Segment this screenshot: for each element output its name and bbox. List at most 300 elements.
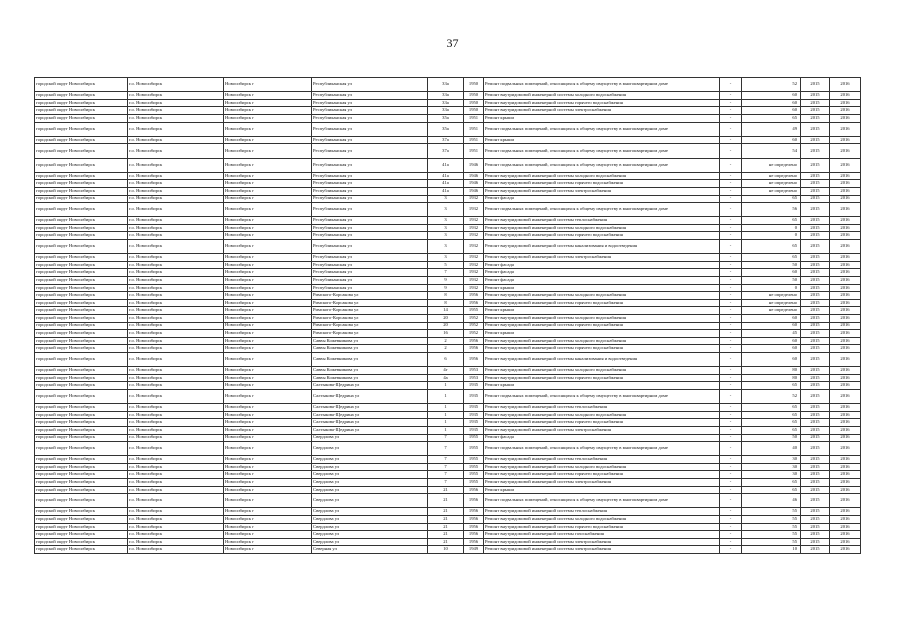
year-to-cell: 2016 [830, 277, 861, 285]
municipality-cell: городской округ Новосибирск [35, 508, 128, 516]
year-from-cell: 2015 [801, 114, 830, 122]
municipality-cell: городской округ Новосибирск [35, 261, 128, 269]
amount-cell: 80 [742, 367, 801, 375]
build-year-cell: 1950 [464, 107, 484, 115]
amount-cell: 49 [742, 122, 801, 136]
year-from-cell: 2015 [801, 224, 830, 232]
year-from-cell: 2015 [801, 122, 830, 136]
year-from-cell: 2015 [801, 494, 830, 508]
year-to-cell: 2016 [830, 411, 861, 419]
settlement-cell: г.о. Новосибирск [128, 426, 224, 434]
dash-cell: - [720, 144, 742, 158]
build-year-cell: 1946 [464, 180, 484, 188]
amount-cell: 55 [742, 508, 801, 516]
year-to-cell: 2016 [830, 322, 861, 330]
build-year-cell: 1932 [464, 240, 484, 254]
city-cell: Новосибирск г [224, 224, 312, 232]
year-to-cell: 2016 [830, 92, 861, 100]
year-from-cell: 2015 [801, 307, 830, 315]
dash-cell: - [720, 538, 742, 546]
work-type-cell: Ремонт внутридомовой инженерной системы теплоснабжения [484, 456, 720, 464]
street-cell: Римского-Корсакова ул [312, 322, 428, 330]
year-to-cell: 2016 [830, 442, 861, 456]
table-row [35, 158, 861, 172]
street-cell: Республиканская ул [312, 114, 428, 122]
year-to-cell: 2016 [830, 523, 861, 531]
dash-cell: - [720, 442, 742, 456]
street-cell: Республиканская ул [312, 99, 428, 107]
year-from-cell: 2015 [801, 144, 830, 158]
year-from-cell: 2015 [801, 471, 830, 479]
settlement-cell: г.о. Новосибирск [128, 99, 224, 107]
work-type-cell: Ремонт подвальных помещений, относящихся к общему имуществу в многоквартирном доме [484, 442, 720, 456]
city-cell: Новосибирск г [224, 277, 312, 285]
street-cell: Республиканская ул [312, 158, 428, 172]
build-year-cell: 1935 [464, 404, 484, 412]
table-row [35, 99, 861, 107]
settlement-cell: г.о. Новосибирск [128, 307, 224, 315]
table-row [35, 187, 861, 195]
street-cell: Свердлова ул [312, 456, 428, 464]
amount-cell: 60 [742, 99, 801, 107]
work-type-cell: Ремонт внутридомовой инженерной системы горячего водоснабжения [484, 232, 720, 240]
amount-cell: не определено [742, 172, 801, 180]
settlement-cell: г.о. Новосибирск [128, 546, 224, 554]
table-row [35, 122, 861, 136]
build-year-cell: 1956 [464, 494, 484, 508]
street-cell: Свердлова ул [312, 486, 428, 494]
capital-repair-table [34, 77, 861, 554]
build-year-cell: 1956 [464, 486, 484, 494]
street-cell: Свердлова ул [312, 463, 428, 471]
settlement-cell: г.о. Новосибирск [128, 471, 224, 479]
dash-cell: - [720, 523, 742, 531]
street-cell: Республиканская ул [312, 195, 428, 203]
city-cell: Новосибирск г [224, 531, 312, 539]
year-from-cell: 2015 [801, 538, 830, 546]
settlement-cell: г.о. Новосибирск [128, 389, 224, 403]
street-cell: Свердлова ул [312, 531, 428, 539]
municipality-cell: городской округ Новосибирск [35, 217, 128, 225]
settlement-cell: г.о. Новосибирск [128, 516, 224, 524]
dash-cell: - [720, 374, 742, 382]
house-number-cell: 20 [428, 315, 464, 323]
year-from-cell: 2015 [801, 426, 830, 434]
work-type-cell: Ремонт внутридомовой инженерной системы канализования и водоотведения [484, 240, 720, 254]
street-cell: Салтыкова-Щедрина ул [312, 382, 428, 390]
street-cell: Римского-Корсакова ул [312, 292, 428, 300]
street-cell: Республиканская ул [312, 284, 428, 292]
street-cell: Свердлова ул [312, 479, 428, 487]
dash-cell: - [720, 195, 742, 203]
house-number-cell: 1 [428, 389, 464, 403]
work-type-cell: Ремонт внутридомовой инженерной системы холодного водоснабжения [484, 292, 720, 300]
dash-cell: - [720, 315, 742, 323]
table-row [35, 107, 861, 115]
settlement-cell: г.о. Новосибирск [128, 136, 224, 144]
house-number-cell: 3 [428, 195, 464, 203]
build-year-cell: 1932 [464, 232, 484, 240]
build-year-cell: 1953 [464, 367, 484, 375]
amount-cell: 65 [742, 254, 801, 262]
house-number-cell: 1 [428, 404, 464, 412]
dash-cell: - [720, 382, 742, 390]
settlement-cell: г.о. Новосибирск [128, 187, 224, 195]
table-row [35, 404, 861, 412]
house-number-cell: 7 [428, 463, 464, 471]
city-cell: Новосибирск г [224, 352, 312, 366]
street-cell: Саввы Кожевникова ул [312, 374, 428, 382]
year-from-cell: 2015 [801, 99, 830, 107]
year-to-cell: 2016 [830, 374, 861, 382]
municipality-cell: городской округ Новосибирск [35, 523, 128, 531]
build-year-cell: 1956 [464, 345, 484, 353]
dash-cell: - [720, 203, 742, 217]
city-cell: Новосибирск г [224, 523, 312, 531]
amount-cell: 0 [742, 224, 801, 232]
municipality-cell: городской округ Новосибирск [35, 456, 128, 464]
house-number-cell: 41а [428, 187, 464, 195]
year-to-cell: 2016 [830, 195, 861, 203]
street-cell: Свердлова ул [312, 494, 428, 508]
street-cell: Салтыкова-Щедрина ул [312, 389, 428, 403]
table-row [35, 284, 861, 292]
house-number-cell: 21 [428, 508, 464, 516]
municipality-cell: городской округ Новосибирск [35, 195, 128, 203]
settlement-cell: г.о. Новосибирск [128, 277, 224, 285]
dash-cell: - [720, 114, 742, 122]
municipality-cell: городской округ Новосибирск [35, 426, 128, 434]
municipality-cell: городской округ Новосибирск [35, 292, 128, 300]
house-number-cell: 9 [428, 277, 464, 285]
year-from-cell: 2015 [801, 389, 830, 403]
house-number-cell: 33а [428, 99, 464, 107]
amount-cell: 0 [742, 284, 801, 292]
city-cell: Новосибирск г [224, 419, 312, 427]
work-type-cell: Ремонт внутридомовой инженерной системы горячего водоснабжения [484, 523, 720, 531]
build-year-cell: 1953 [464, 374, 484, 382]
city-cell: Новосибирск г [224, 114, 312, 122]
dash-cell: - [720, 277, 742, 285]
settlement-cell: г.о. Новосибирск [128, 456, 224, 464]
year-from-cell: 2015 [801, 546, 830, 554]
year-to-cell: 2016 [830, 122, 861, 136]
amount-cell: не определено [742, 299, 801, 307]
municipality-cell: городской округ Новосибирск [35, 531, 128, 539]
work-type-cell: Ремонт внутридомовой инженерной системы холодного водоснабжения [484, 92, 720, 100]
year-to-cell: 2016 [830, 330, 861, 338]
municipality-cell: городской округ Новосибирск [35, 136, 128, 144]
year-from-cell: 2015 [801, 203, 830, 217]
city-cell: Новосибирск г [224, 516, 312, 524]
year-from-cell: 2015 [801, 232, 830, 240]
build-year-cell: 1956 [464, 516, 484, 524]
municipality-cell: городской округ Новосибирск [35, 172, 128, 180]
amount-cell: 80 [742, 374, 801, 382]
amount-cell: 55 [742, 531, 801, 539]
street-cell: Свердлова ул [312, 538, 428, 546]
settlement-cell: г.о. Новосибирск [128, 494, 224, 508]
house-number-cell: 7 [428, 442, 464, 456]
municipality-cell: городской округ Новосибирск [35, 330, 128, 338]
work-type-cell: Ремонт подвальных помещений, относящихся к общему имуществу в многоквартирном доме [484, 122, 720, 136]
year-from-cell: 2015 [801, 78, 830, 92]
settlement-cell: г.о. Новосибирск [128, 261, 224, 269]
build-year-cell: 1950 [464, 78, 484, 92]
amount-cell: 60 [742, 136, 801, 144]
dash-cell: - [720, 419, 742, 427]
amount-cell: 65 [742, 419, 801, 427]
house-number-cell: 1 [428, 382, 464, 390]
year-to-cell: 2016 [830, 419, 861, 427]
dash-cell: - [720, 367, 742, 375]
house-number-cell: 21 [428, 523, 464, 531]
city-cell: Новосибирск г [224, 172, 312, 180]
work-type-cell: Ремонт внутридомовой инженерной системы теплоснабжения [484, 508, 720, 516]
dash-cell: - [720, 345, 742, 353]
table-row [35, 144, 861, 158]
settlement-cell: г.о. Новосибирск [128, 367, 224, 375]
build-year-cell: 1949 [464, 546, 484, 554]
street-cell: Свердлова ул [312, 434, 428, 442]
city-cell: Новосибирск г [224, 307, 312, 315]
work-type-cell: Ремонт внутридомовой инженерной системы электроснабжения [484, 426, 720, 434]
municipality-cell: городской округ Новосибирск [35, 345, 128, 353]
work-type-cell: Ремонт внутридомовой инженерной системы горячего водоснабжения [484, 471, 720, 479]
municipality-cell: городской округ Новосибирск [35, 389, 128, 403]
build-year-cell: 1935 [464, 389, 484, 403]
build-year-cell: 1935 [464, 426, 484, 434]
city-cell: Новосибирск г [224, 78, 312, 92]
settlement-cell: г.о. Новосибирск [128, 411, 224, 419]
municipality-cell: городской округ Новосибирск [35, 99, 128, 107]
table-row [35, 254, 861, 262]
build-year-cell: 1950 [464, 99, 484, 107]
dash-cell: - [720, 486, 742, 494]
dash-cell: - [720, 261, 742, 269]
amount-cell: 46 [742, 494, 801, 508]
city-cell: Новосибирск г [224, 322, 312, 330]
municipality-cell: городской округ Новосибирск [35, 479, 128, 487]
city-cell: Новосибирск г [224, 144, 312, 158]
house-number-cell: 41а [428, 172, 464, 180]
house-number-cell: 3 [428, 254, 464, 262]
work-type-cell: Ремонт внутридомовой инженерной системы газоснабжения [484, 531, 720, 539]
amount-cell: не определено [742, 187, 801, 195]
house-number-cell: 7 [428, 471, 464, 479]
city-cell: Новосибирск г [224, 337, 312, 345]
year-from-cell: 2015 [801, 136, 830, 144]
year-to-cell: 2016 [830, 187, 861, 195]
year-to-cell: 2016 [830, 538, 861, 546]
settlement-cell: г.о. Новосибирск [128, 419, 224, 427]
work-type-cell: Ремонт фасада [484, 195, 720, 203]
work-type-cell: Ремонт крыши [484, 284, 720, 292]
build-year-cell: 1932 [464, 284, 484, 292]
municipality-cell: городской округ Новосибирск [35, 322, 128, 330]
amount-cell: 60 [742, 337, 801, 345]
year-to-cell: 2016 [830, 180, 861, 188]
year-to-cell: 2016 [830, 269, 861, 277]
table-row [35, 330, 861, 338]
amount-cell: 50 [742, 277, 801, 285]
settlement-cell: г.о. Новосибирск [128, 240, 224, 254]
dash-cell: - [720, 292, 742, 300]
table-row [35, 114, 861, 122]
dash-cell: - [720, 92, 742, 100]
municipality-cell: городской округ Новосибирск [35, 494, 128, 508]
settlement-cell: г.о. Новосибирск [128, 382, 224, 390]
table-row [35, 471, 861, 479]
city-cell: Новосибирск г [224, 442, 312, 456]
dash-cell: - [720, 404, 742, 412]
build-year-cell: 1932 [464, 217, 484, 225]
year-to-cell: 2016 [830, 284, 861, 292]
settlement-cell: г.о. Новосибирск [128, 92, 224, 100]
build-year-cell: 1955 [464, 463, 484, 471]
work-type-cell: Ремонт внутридомовой инженерной системы горячего водоснабжения [484, 374, 720, 382]
year-from-cell: 2015 [801, 330, 830, 338]
work-type-cell: Ремонт внутридомовой инженерной системы горячего водоснабжения [484, 180, 720, 188]
build-year-cell: 1946 [464, 158, 484, 172]
year-from-cell: 2015 [801, 411, 830, 419]
year-from-cell: 2015 [801, 217, 830, 225]
settlement-cell: г.о. Новосибирск [128, 374, 224, 382]
year-from-cell: 2015 [801, 374, 830, 382]
work-type-cell: Ремонт фасада [484, 269, 720, 277]
amount-cell: 50 [742, 434, 801, 442]
street-cell: Римского-Корсакова ул [312, 299, 428, 307]
city-cell: Новосибирск г [224, 463, 312, 471]
year-from-cell: 2015 [801, 404, 830, 412]
street-cell: Республиканская ул [312, 232, 428, 240]
settlement-cell: г.о. Новосибирск [128, 508, 224, 516]
table-row [35, 203, 861, 217]
city-cell: Новосибирск г [224, 538, 312, 546]
table-row [35, 367, 861, 375]
city-cell: Новосибирск г [224, 122, 312, 136]
settlement-cell: г.о. Новосибирск [128, 315, 224, 323]
house-number-cell: 14 [428, 307, 464, 315]
settlement-cell: г.о. Новосибирск [128, 180, 224, 188]
city-cell: Новосибирск г [224, 269, 312, 277]
build-year-cell: 1955 [464, 456, 484, 464]
amount-cell: 60 [742, 315, 801, 323]
amount-cell: 40 [742, 442, 801, 456]
dash-cell: - [720, 531, 742, 539]
house-number-cell: 16 [428, 330, 464, 338]
year-from-cell: 2015 [801, 382, 830, 390]
build-year-cell: 1956 [464, 508, 484, 516]
settlement-cell: г.о. Новосибирск [128, 144, 224, 158]
house-number-cell: 4г [428, 367, 464, 375]
year-from-cell: 2015 [801, 299, 830, 307]
settlement-cell: г.о. Новосибирск [128, 254, 224, 262]
build-year-cell: 1932 [464, 254, 484, 262]
dash-cell: - [720, 456, 742, 464]
settlement-cell: г.о. Новосибирск [128, 203, 224, 217]
city-cell: Новосибирск г [224, 479, 312, 487]
street-cell: Республиканская ул [312, 92, 428, 100]
work-type-cell: Ремонт внутридомовой инженерной системы горячего водоснабжения [484, 322, 720, 330]
city-cell: Новосибирск г [224, 299, 312, 307]
build-year-cell: 1935 [464, 411, 484, 419]
street-cell: Свердлова ул [312, 523, 428, 531]
settlement-cell: г.о. Новосибирск [128, 322, 224, 330]
work-type-cell: Ремонт подвальных помещений, относящихся к общему имуществу в многоквартирном доме [484, 144, 720, 158]
dash-cell: - [720, 180, 742, 188]
build-year-cell: 1956 [464, 531, 484, 539]
house-number-cell: 4а [428, 374, 464, 382]
build-year-cell: 1952 [464, 330, 484, 338]
year-from-cell: 2015 [801, 419, 830, 427]
table-row [35, 269, 861, 277]
municipality-cell: городской округ Новосибирск [35, 158, 128, 172]
work-type-cell: Ремонт внутридомовой инженерной системы холодного водоснабжения [484, 411, 720, 419]
street-cell: Свердлова ул [312, 442, 428, 456]
municipality-cell: городской округ Новосибирск [35, 144, 128, 158]
amount-cell: не определено [742, 307, 801, 315]
street-cell: Республиканская ул [312, 254, 428, 262]
dash-cell: - [720, 516, 742, 524]
build-year-cell: 1952 [464, 315, 484, 323]
year-to-cell: 2016 [830, 471, 861, 479]
year-from-cell: 2015 [801, 434, 830, 442]
city-cell: Новосибирск г [224, 367, 312, 375]
house-number-cell: 7 [428, 456, 464, 464]
work-type-cell: Ремонт подвальных помещений, относящихся к общему имуществу в многоквартирном доме [484, 203, 720, 217]
municipality-cell: городской округ Новосибирск [35, 434, 128, 442]
municipality-cell: городской округ Новосибирск [35, 463, 128, 471]
municipality-cell: городской округ Новосибирск [35, 203, 128, 217]
street-cell: Саввы Кожевникова ул [312, 367, 428, 375]
settlement-cell: г.о. Новосибирск [128, 78, 224, 92]
amount-cell: не определено [742, 158, 801, 172]
house-number-cell: 3 [428, 224, 464, 232]
work-type-cell: Ремонт внутридомовой инженерной системы холодного водоснабжения [484, 224, 720, 232]
work-type-cell: Ремонт внутридомовой инженерной системы электроснабжения [484, 254, 720, 262]
table-row [35, 374, 861, 382]
year-from-cell: 2015 [801, 261, 830, 269]
street-cell: Республиканская ул [312, 240, 428, 254]
year-to-cell: 2016 [830, 367, 861, 375]
city-cell: Новосибирск г [224, 546, 312, 554]
municipality-cell: городской округ Новосибирск [35, 382, 128, 390]
build-year-cell: 1956 [464, 337, 484, 345]
year-to-cell: 2016 [830, 546, 861, 554]
amount-cell: 52 [742, 78, 801, 92]
municipality-cell: городской округ Новосибирск [35, 299, 128, 307]
table-row [35, 217, 861, 225]
house-number-cell: 37а [428, 144, 464, 158]
work-type-cell: Ремонт крыши [484, 486, 720, 494]
street-cell: Республиканская ул [312, 78, 428, 92]
dash-cell: - [720, 136, 742, 144]
municipality-cell: городской округ Новосибирск [35, 337, 128, 345]
city-cell: Новосибирск г [224, 494, 312, 508]
city-cell: Новосибирск г [224, 261, 312, 269]
street-cell: Салтыкова-Щедрина ул [312, 419, 428, 427]
build-year-cell: 1955 [464, 307, 484, 315]
house-number-cell: 1 [428, 426, 464, 434]
city-cell: Новосибирск г [224, 486, 312, 494]
house-number-cell: 3 [428, 240, 464, 254]
year-to-cell: 2016 [830, 232, 861, 240]
settlement-cell: г.о. Новосибирск [128, 172, 224, 180]
settlement-cell: г.о. Новосибирск [128, 284, 224, 292]
street-cell: Салтыкова-Щедрина ул [312, 411, 428, 419]
capital-repair-table-container [34, 77, 860, 554]
